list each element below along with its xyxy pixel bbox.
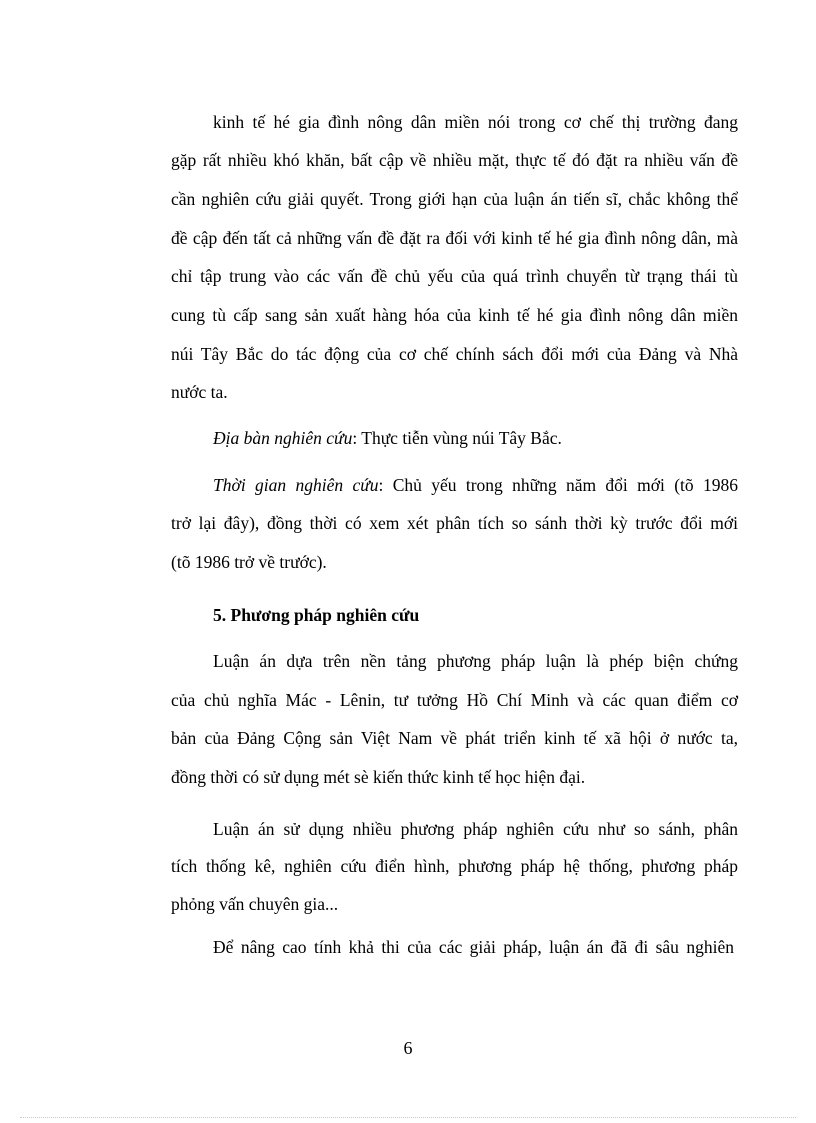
text-line: của chủ nghĩa Mác - Lênin, tư tưởng Hồ Chí Minh và các quan điểm cơ	[171, 690, 738, 710]
text-line: bản của Đảng Cộng sản Việt Nam về phát triển kinh tế xã hội ở nước ta,	[171, 728, 738, 748]
text-line: Luận án sử dụng nhiều phương pháp nghiên cứu như so sánh, phân	[213, 819, 738, 839]
text-line	[213, 427, 738, 449]
text-line: phỏng vấn chuyên gia...	[171, 894, 339, 914]
text-line: gặp rất nhiều khó khăn, bất cập về nhiều mặt, thực tế đó đặt ra nhiều vấn đề	[171, 150, 738, 170]
text-line: đề cập đến tất cả những vấn đề đặt ra đối với kinh tế hé gia đình nông dân, mà	[171, 228, 738, 248]
scope-time-text: : Chủ yếu trong những năm đổi mới (tõ 1986	[378, 475, 738, 495]
scope-area-text: : Thực tiễn vùng núi Tây Bắc.	[352, 428, 562, 448]
text-line: núi Tây Bắc do tác động của cơ chế chính sách đổi mới của Đảng và Nhà	[171, 344, 738, 364]
text-line: đồng thời có sử dụng mét sè kiến thức kinh tế học hiện đại.	[171, 767, 586, 787]
text-line: kinh tế hé gia đình nông dân miền nói trong cơ chế thị trường đang	[213, 112, 738, 132]
page-bottom-divider	[20, 1117, 796, 1118]
text-line: Để nâng cao tính khả thi của các giải pháp, luận án đã đi sâu nghiên	[213, 937, 734, 957]
section-heading: 5. Phương pháp nghiên cứu	[213, 605, 420, 625]
scope-time-label: Thời gian nghiên cứu	[213, 475, 379, 495]
text-line: trở lại đây), đồng thời có xem xét phân tích so sánh thời kỳ trước đổi mới	[171, 513, 738, 533]
text-line: chỉ tập trung vào các vấn đề chủ yếu của quá trình chuyển từ trạng thái tù	[171, 266, 738, 286]
text-line: cung tù cấp sang sản xuất hàng hóa của kinh tế hé gia đình nông dân miền	[171, 305, 738, 325]
text-line: cần nghiên cứu giải quyết. Trong giới hạn của luận án tiến sĩ, chắc không thể	[171, 189, 738, 209]
text-line: (tõ 1986 trở về trước).	[171, 552, 327, 572]
page-number: 6	[403, 1038, 413, 1058]
scope-area-label: Địa bàn nghiên cứu	[213, 428, 353, 448]
text-line	[213, 474, 738, 496]
text-line: tích thống kê, nghiên cứu điển hình, phương pháp hệ thống, phương pháp	[171, 856, 738, 876]
text-line: nước ta.	[171, 382, 228, 402]
text-line: Luận án dựa trên nền tảng phương pháp luận là phép biện chứng	[213, 651, 738, 671]
